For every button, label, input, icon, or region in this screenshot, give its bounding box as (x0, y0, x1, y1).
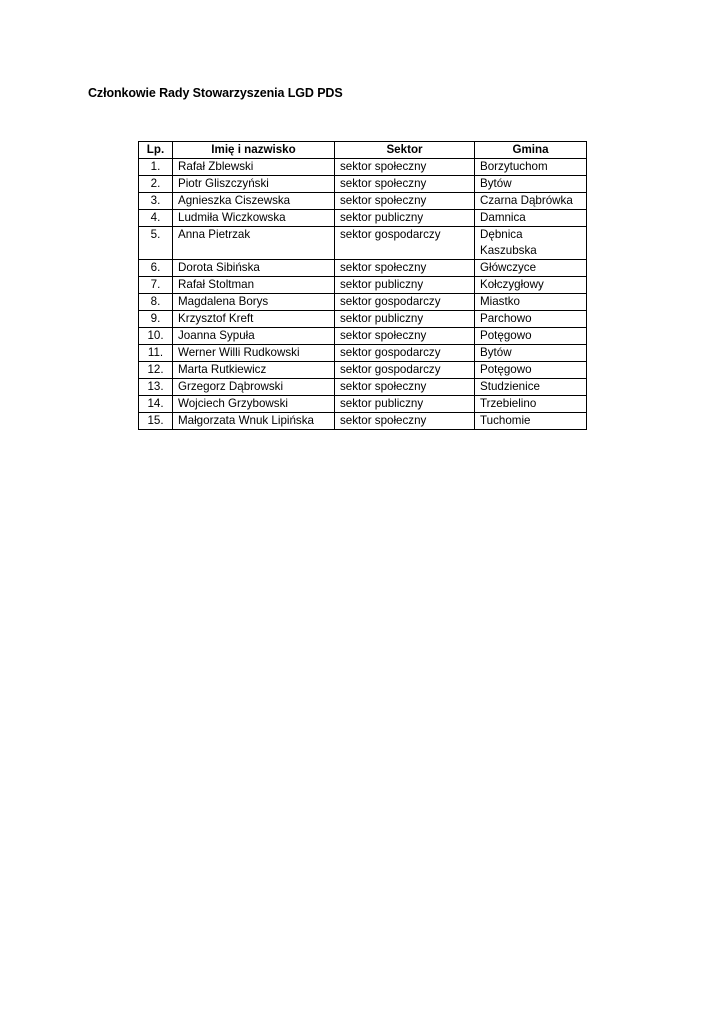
cell-gmina: Potęgowo (475, 328, 587, 345)
cell-sector: sektor społeczny (335, 159, 475, 176)
cell-name: Wojciech Grzybowski (173, 396, 335, 413)
table-row (139, 362, 587, 379)
cell-lp: 3. (139, 193, 173, 210)
cell-name: Joanna Sypuła (173, 328, 335, 345)
cell-sector: sektor publiczny (335, 396, 475, 413)
cell-name: Dorota Sibińska (173, 260, 335, 277)
table-row (139, 345, 587, 362)
page-title: Członkowie Rady Stowarzyszenia LGD PDS (88, 86, 343, 100)
table-row (139, 193, 587, 210)
cell-lp: 11. (139, 345, 173, 362)
cell-lp: 2. (139, 176, 173, 193)
cell-name: Rafał Stoltman (173, 277, 335, 294)
cell-name: Grzegorz Dąbrowski (173, 379, 335, 396)
cell-name: Ludmiła Wiczkowska (173, 210, 335, 227)
cell-sector: sektor publiczny (335, 277, 475, 294)
cell-gmina: Parchowo (475, 311, 587, 328)
cell-name: Anna Pietrzak (173, 227, 335, 260)
table-row (139, 210, 587, 227)
members-table (138, 141, 587, 430)
header-lp: Lp. (139, 142, 173, 159)
cell-name: Krzysztof Kreft (173, 311, 335, 328)
table-row (139, 328, 587, 345)
cell-gmina: Potęgowo (475, 362, 587, 379)
cell-gmina: Bytów (475, 176, 587, 193)
table-row (139, 176, 587, 193)
cell-gmina: Miastko (475, 294, 587, 311)
table-row (139, 294, 587, 311)
header-gmina: Gmina (475, 142, 587, 159)
table-row (139, 260, 587, 277)
cell-gmina: Czarna Dąbrówka (475, 193, 587, 210)
cell-gmina: Bytów (475, 345, 587, 362)
cell-gmina: Kołczygłowy (475, 277, 587, 294)
cell-lp: 9. (139, 311, 173, 328)
table-row (139, 277, 587, 294)
cell-gmina: Trzebielino (475, 396, 587, 413)
cell-sector: sektor gospodarczy (335, 345, 475, 362)
cell-sector: sektor społeczny (335, 379, 475, 396)
cell-name: Magdalena Borys (173, 294, 335, 311)
table-row (139, 227, 587, 260)
cell-gmina: Studzienice (475, 379, 587, 396)
cell-sector: sektor gospodarczy (335, 294, 475, 311)
cell-lp: 12. (139, 362, 173, 379)
cell-lp: 5. (139, 227, 173, 260)
cell-name: Agnieszka Ciszewska (173, 193, 335, 210)
cell-sector: sektor społeczny (335, 328, 475, 345)
cell-sector: sektor społeczny (335, 413, 475, 430)
table-header-row (139, 142, 587, 159)
cell-name: Rafał Zblewski (173, 159, 335, 176)
cell-sector: sektor gospodarczy (335, 362, 475, 379)
cell-sector: sektor gospodarczy (335, 227, 475, 260)
cell-sector: sektor publiczny (335, 210, 475, 227)
cell-gmina: Damnica (475, 210, 587, 227)
cell-lp: 13. (139, 379, 173, 396)
cell-lp: 8. (139, 294, 173, 311)
cell-lp: 14. (139, 396, 173, 413)
cell-gmina: Główczyce (475, 260, 587, 277)
cell-gmina: Borzytuchom (475, 159, 587, 176)
cell-name: Werner Willi Rudkowski (173, 345, 335, 362)
table-row (139, 311, 587, 328)
cell-name: Piotr Gliszczyński (173, 176, 335, 193)
cell-gmina: Tuchomie (475, 413, 587, 430)
cell-gmina: Dębnica Kaszubska (475, 227, 587, 260)
table-row (139, 379, 587, 396)
header-name: Imię i nazwisko (173, 142, 335, 159)
header-sector: Sektor (335, 142, 475, 159)
cell-name: Małgorzata Wnuk Lipińska (173, 413, 335, 430)
cell-sector: sektor społeczny (335, 176, 475, 193)
cell-lp: 10. (139, 328, 173, 345)
cell-sector: sektor społeczny (335, 260, 475, 277)
cell-lp: 7. (139, 277, 173, 294)
cell-lp: 1. (139, 159, 173, 176)
cell-sector: sektor społeczny (335, 193, 475, 210)
table-row (139, 396, 587, 413)
cell-lp: 4. (139, 210, 173, 227)
table-row (139, 159, 587, 176)
table-row (139, 413, 587, 430)
cell-name: Marta Rutkiewicz (173, 362, 335, 379)
cell-sector: sektor publiczny (335, 311, 475, 328)
cell-lp: 6. (139, 260, 173, 277)
cell-lp: 15. (139, 413, 173, 430)
